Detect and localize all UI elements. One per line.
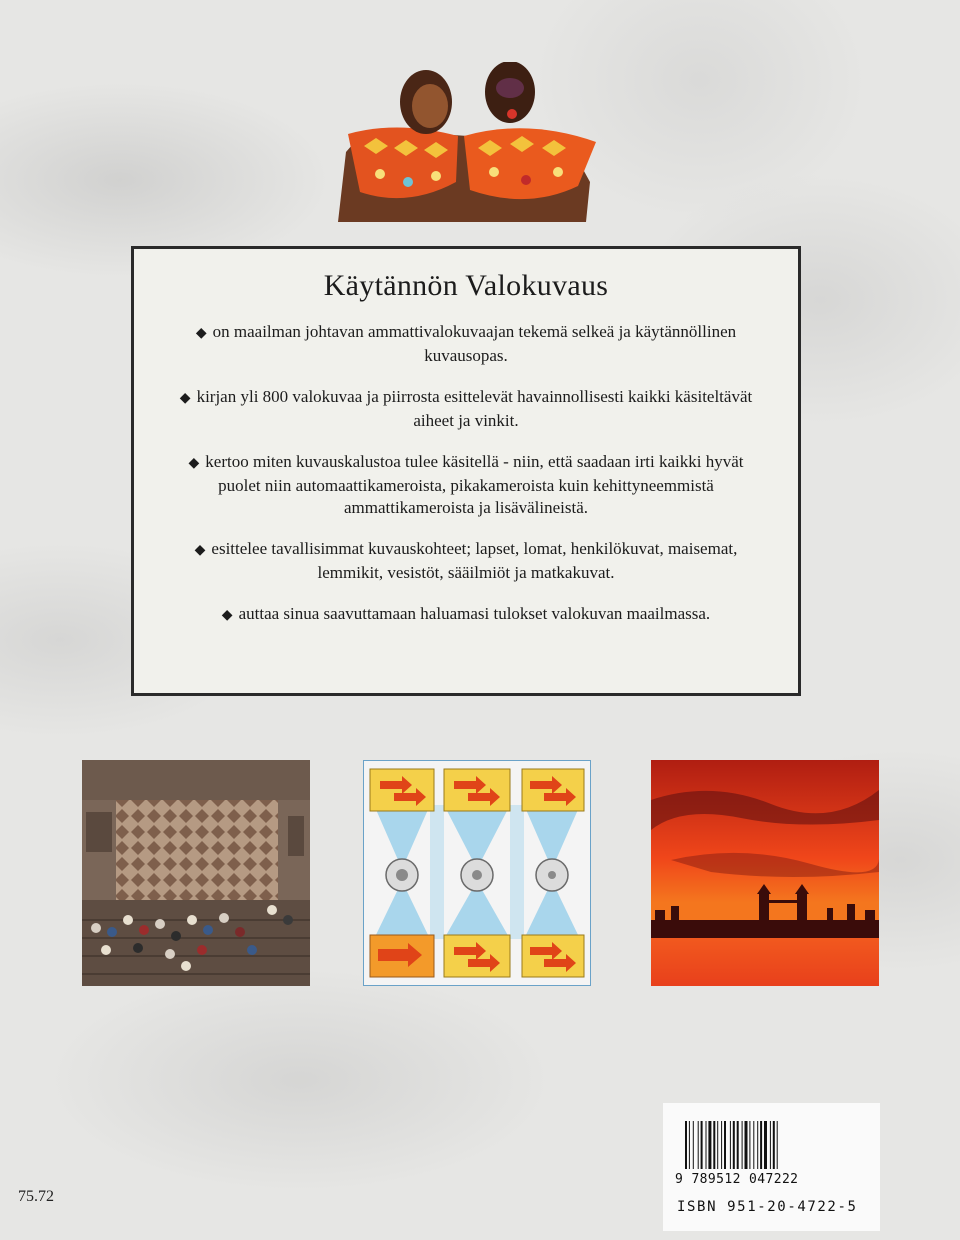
barcode-digits: 9 789512 047222 bbox=[675, 1172, 799, 1187]
feature-box bbox=[131, 246, 801, 696]
diamond-bullet-icon: ◆ bbox=[195, 326, 207, 341]
diamond-bullet-icon: ◆ bbox=[179, 391, 191, 406]
feature-item: ◆ auttaa sinua saavuttamaan haluamasi tulokset valokuvan maailmassa. bbox=[221, 604, 711, 623]
diamond-bullet-icon: ◆ bbox=[194, 543, 206, 558]
feature-item: ◆ on maailman johtavan ammattivalokuvaajan tekemä selkeä ja käytännöllinen kuvausopas. bbox=[195, 322, 737, 365]
photo-facade-steps bbox=[82, 760, 310, 986]
feature-list bbox=[134, 321, 798, 627]
barcode-label bbox=[663, 1103, 880, 1231]
book-title: Käytännön Valokuvaus bbox=[323, 269, 609, 302]
cover-photo-children bbox=[328, 62, 602, 222]
price-label: 75.72 bbox=[18, 1188, 54, 1205]
photo-sunset-bridge bbox=[651, 760, 879, 986]
feature-item: ◆ kertoo miten kuvauskalustoa tulee käsitellä - niin, että saadaan irti kaikki hyvät puolet niin automaattikameroista, pikakameroista kuin kehittyneemmistä ammattikameroista ja lisävälineistä. bbox=[188, 452, 744, 517]
diamond-bullet-icon: ◆ bbox=[188, 456, 200, 471]
isbn-number: ISBN 951-20-4722-5 bbox=[677, 1199, 858, 1215]
feature-item: ◆ kirjan yli 800 valokuvaa ja piirrosta esittelevät havainnollisesti kaikki käsiteltävät aiheet ja vinkit. bbox=[179, 387, 753, 430]
barcode bbox=[685, 1121, 803, 1169]
diagram-exposure bbox=[363, 760, 591, 986]
diamond-bullet-icon: ◆ bbox=[221, 608, 233, 623]
feature-item: ◆ esittelee tavallisimmat kuvauskohteet; lapset, lomat, henkilökuvat, maisemat, lemmikit, vesistöt, sääilmiöt ja matkakuvat. bbox=[194, 539, 738, 582]
